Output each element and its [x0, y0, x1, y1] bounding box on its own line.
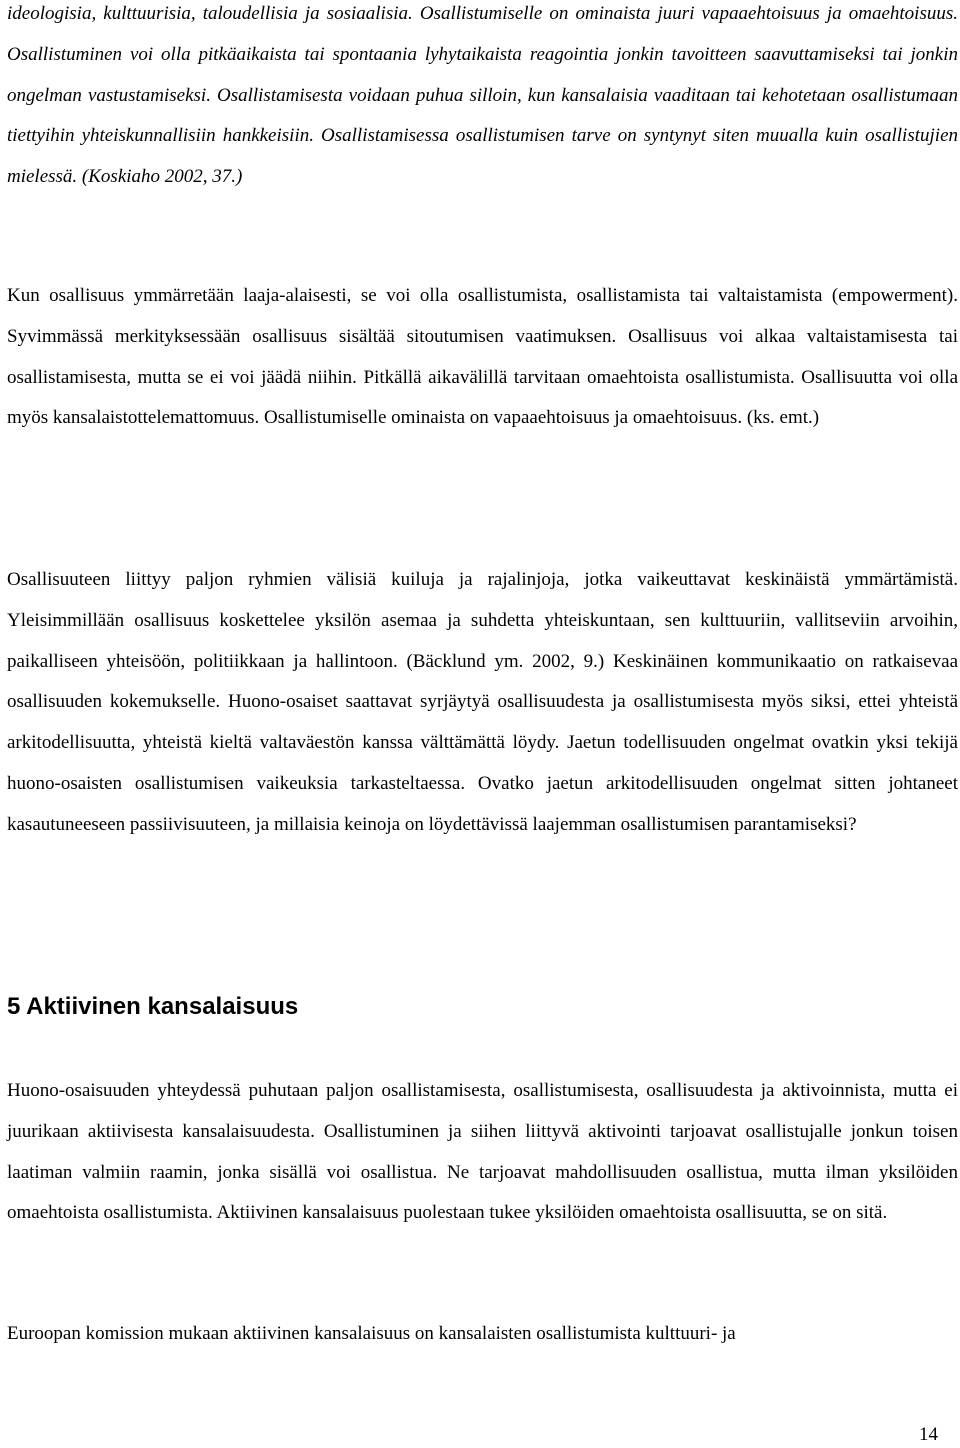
paragraph-osallisuus: Kun osallisuus ymmärretään laaja-alaisesti, se voi olla osallistumista, osallistamista tai valtaistamista (empowerment). Syvimmässä merkityksessään osallisuus sisältää sitoutumisen vaatimuksen. Osallisuus voi alkaa valtaistamisesta tai osallistamisesta, mutta se ei voi jäädä niihin. Pitkällä aikavälillä tarvitaan omaehtoista osallistumista. Osallisuutta voi olla myös kansalaistottelemattomuus. Osallistumiselle ominaista on vapaaehtoisuus ja omaehtoisuus. (ks. emt.): [7, 285, 958, 429]
page-number: 14: [919, 1424, 938, 1445]
paragraph-kuilut: Osallisuuteen liittyy paljon ryhmien välisiä kuiluja ja rajalinjoja, jotka vaikeuttavat keskinäistä ymmärtämistä. Yleisimmillään osallisuus koskettelee yksilön asemaa ja suhdetta yhteiskuntaan, sen kulttuuriin, vallitseviin arvoihin, paikalliseen yhteisöön, politiikkaan ja hallintoon. (Bäcklund ym. 2002, 9.) Keskinäinen kommunikaatio on ratkaisevaa osallisuuden kokemukselle. Huono-osaiset saattavat syrjäytyä osallisuudesta ja osallistumisesta myös siksi, ettei yhteistä arkitodellisuutta, yhteistä kieltä valtaväestön kanssa välttämättä löydy. Jaetun todellisuuden ongelmat ovatkin yksi tekijä huono-osaisten osallistumisen vaikeuksia tarkasteltaessa. Ovatko jaetun arkitodellisuuden ongelmat sitten johtaneet kasautuneeseen passiivisuuteen, ja millaisia keinoja on löydettävissä laajemman osallistumisen parantamiseksi?: [7, 569, 958, 835]
section-heading: 5 Aktiivinen kansalaisuus: [7, 993, 299, 1020]
paragraph-eurooppa: Euroopan komission mukaan aktiivinen kansalaisuus on kansalaisten osallistumista kulttuuri- ja: [7, 1323, 736, 1344]
paragraph-osallistuminen: ideologisia, kulttuurisia, taloudellisia ja sosiaalisia. Osallistumiselle on ominaista juuri vapaaehtoisuus ja omaehtoisuus. Osallistuminen voi olla pitkäaikaista tai spontaania lyhytaikaista reagointia jonkin tavoitteen saavuttamiseksi tai jonkin ongelman vastustamiseksi. Osallistamisesta voidaan puhua silloin, kun kansalaisia vaaditaan tai kehotetaan osallistumaan tiettyihin yhteiskunnallisiin hankkeisiin. Osallistamisessa osallistumisen tarve on syntynyt siten muualla kuin osallistujien mielessä. (Koskiaho 2002, 37.): [7, 3, 958, 188]
paragraph-huono-osaisuus: Huono-osaisuuden yhteydessä puhutaan paljon osallistamisesta, osallistumisesta, osallisuudesta ja aktivoinnista, mutta ei juurikaan aktiivisesta kansalaisuudesta. Osallistuminen ja siihen liittyvä aktivointi tarjoavat osallistujalle jonkun toisen laatiman valmiin raamin, jonka sisällä voi osallistua. Ne tarjoavat mahdollisuuden osallistua, mutta ilman yksilöiden omaehtoista osallistumista. Aktiivinen kansalaisuus puolestaan tukee yksilöiden omaehtoista osallisuutta, se on sitä.: [7, 1080, 958, 1224]
